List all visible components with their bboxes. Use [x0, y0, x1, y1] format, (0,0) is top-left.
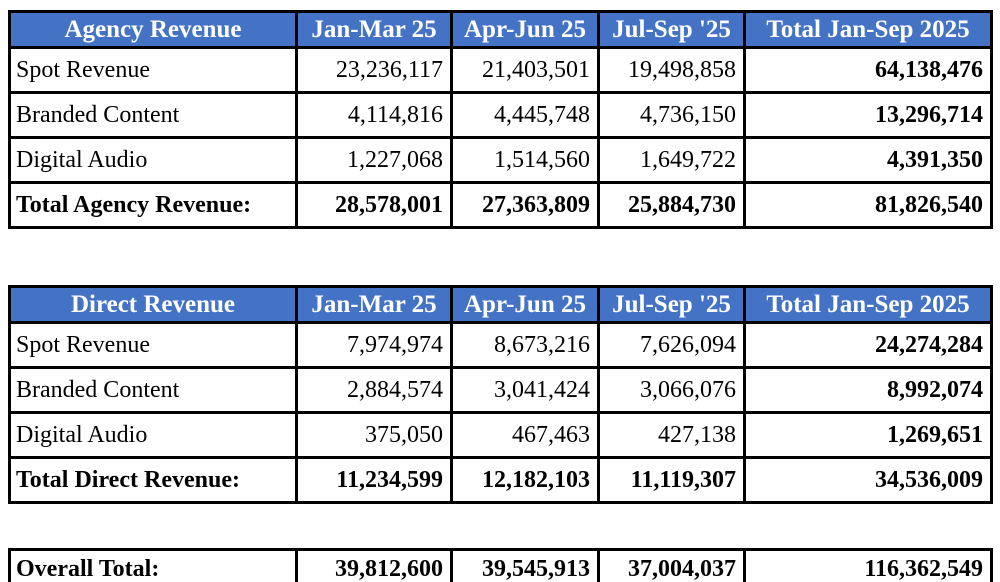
row-label: Digital Audio	[10, 138, 297, 183]
table-title-agency: Agency Revenue	[10, 12, 297, 48]
row-label: Branded Content	[10, 368, 297, 413]
cell-value: 467,463	[452, 413, 599, 458]
cell-value: 4,445,748	[452, 93, 599, 138]
cell-value: 11,119,307	[599, 458, 745, 503]
cell-value: 21,403,501	[452, 48, 599, 93]
cell-value: 4,736,150	[599, 93, 745, 138]
table-row	[10, 323, 992, 368]
cell-total-value: 24,274,284	[745, 323, 992, 368]
table-row	[10, 368, 992, 413]
cell-value: 11,234,599	[297, 458, 452, 503]
cell-total-value: 13,296,714	[745, 93, 992, 138]
row-label: Spot Revenue	[10, 323, 297, 368]
table-title-direct: Direct Revenue	[10, 287, 297, 323]
row-label: Total Direct Revenue:	[10, 458, 297, 503]
cell-value: 12,182,103	[452, 458, 599, 503]
cell-value: 4,114,816	[297, 93, 452, 138]
column-header-total: Total Jan-Sep 2025	[745, 287, 992, 323]
cell-total-value: 1,269,651	[745, 413, 992, 458]
cell-value: 7,974,974	[297, 323, 452, 368]
cell-total-value: 64,138,476	[745, 48, 992, 93]
column-header-apr-jun: Apr-Jun 25	[452, 287, 599, 323]
cell-value: 2,884,574	[297, 368, 452, 413]
cell-value: 427,138	[599, 413, 745, 458]
column-header-jul-sep: Jul-Sep '25	[599, 287, 745, 323]
column-header-jan-mar: Jan-Mar 25	[297, 12, 452, 48]
table-total-row	[10, 183, 992, 228]
cell-value: 8,673,216	[452, 323, 599, 368]
cell-value: 19,498,858	[599, 48, 745, 93]
cell-value: 39,812,600	[297, 550, 452, 582]
header-row	[10, 287, 992, 323]
overall-total-row	[10, 550, 992, 582]
column-header-jul-sep: Jul-Sep '25	[599, 12, 745, 48]
cell-value: 37,004,037	[599, 550, 745, 582]
cell-total-value: 116,362,549	[745, 550, 992, 582]
row-label: Overall Total:	[10, 550, 297, 582]
cell-total-value: 34,536,009	[745, 458, 992, 503]
table-row	[10, 48, 992, 93]
cell-value: 25,884,730	[599, 183, 745, 228]
agency-revenue-table	[8, 10, 993, 229]
cell-value: 28,578,001	[297, 183, 452, 228]
cell-value: 1,514,560	[452, 138, 599, 183]
overall-total-table	[8, 548, 993, 582]
column-header-total: Total Jan-Sep 2025	[745, 12, 992, 48]
cell-value: 1,649,722	[599, 138, 745, 183]
cell-value: 39,545,913	[452, 550, 599, 582]
cell-value: 23,236,117	[297, 48, 452, 93]
table-row	[10, 413, 992, 458]
row-label: Total Agency Revenue:	[10, 183, 297, 228]
cell-value: 3,066,076	[599, 368, 745, 413]
cell-value: 27,363,809	[452, 183, 599, 228]
cell-total-value: 8,992,074	[745, 368, 992, 413]
column-header-apr-jun: Apr-Jun 25	[452, 12, 599, 48]
cell-value: 3,041,424	[452, 368, 599, 413]
cell-total-value: 4,391,350	[745, 138, 992, 183]
row-label: Digital Audio	[10, 413, 297, 458]
cell-total-value: 81,826,540	[745, 183, 992, 228]
cell-value: 1,227,068	[297, 138, 452, 183]
cell-value: 7,626,094	[599, 323, 745, 368]
column-header-jan-mar: Jan-Mar 25	[297, 287, 452, 323]
row-label: Branded Content	[10, 93, 297, 138]
cell-value: 375,050	[297, 413, 452, 458]
table-row	[10, 93, 992, 138]
direct-revenue-table	[8, 285, 993, 504]
row-label: Spot Revenue	[10, 48, 297, 93]
table-row	[10, 138, 992, 183]
header-row	[10, 12, 992, 48]
table-total-row	[10, 458, 992, 503]
